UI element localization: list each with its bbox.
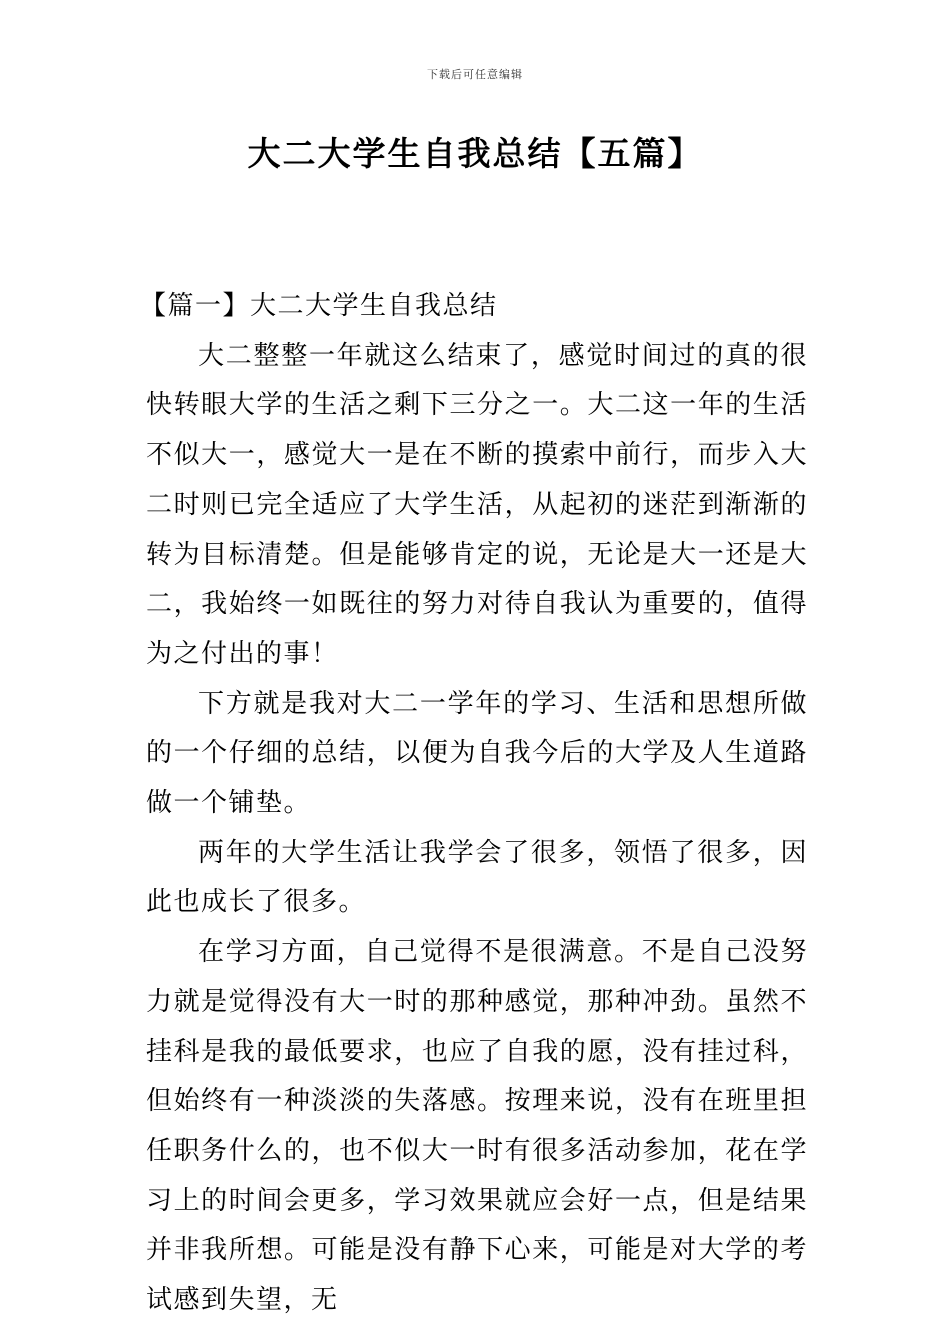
- section-heading: 【篇一】大二大学生自我总结: [140, 291, 498, 321]
- paragraph-1: 大二整整一年就这么结束了，感觉时间过的真的很快转眼大学的生活之剩下三分之一。大二这一年的生活不似大一，感觉大一是在不断的摸索中前行，而步入大二时则已完全适应了大学生活，从起初的迷茫到渐渐的转为目标清楚。但是能够肯定的说，无论是大一还是大二，我始终一如既往的努力对待自我认为重要的，值得为之付出的事！: [146, 340, 808, 669]
- paragraph-4: 在学习方面，自己觉得不是很满意。不是自己没努力就是觉得没有大一时的那种感觉，那种冲劲。虽然不挂科是我的最低要求，也应了自我的愿，没有挂过科，但始终有一种淡淡的失落感。按理来说，没有在班里担任职务什么的，也不似大一时有很多活动参加，花在学习上的时间会更多，学习效果就应会好一点，但是结果并非我所想。可能是没有静下心来，可能是对大学的考试感到失望，无: [146, 937, 808, 1316]
- document-title: 大二大学生自我总结【五篇】: [247, 134, 703, 173]
- document-body: [140, 282, 808, 1326]
- paragraph-3: 两年的大学生活让我学会了很多，领悟了很多，因此也成长了很多。: [146, 837, 808, 918]
- header-note: 下载后可任意编辑: [427, 68, 523, 81]
- paragraph-2: 下方就是我对大二一学年的学习、生活和思想所做的一个仔细的总结，以便为自我今后的大学及人生道路做一个铺垫。: [146, 688, 808, 819]
